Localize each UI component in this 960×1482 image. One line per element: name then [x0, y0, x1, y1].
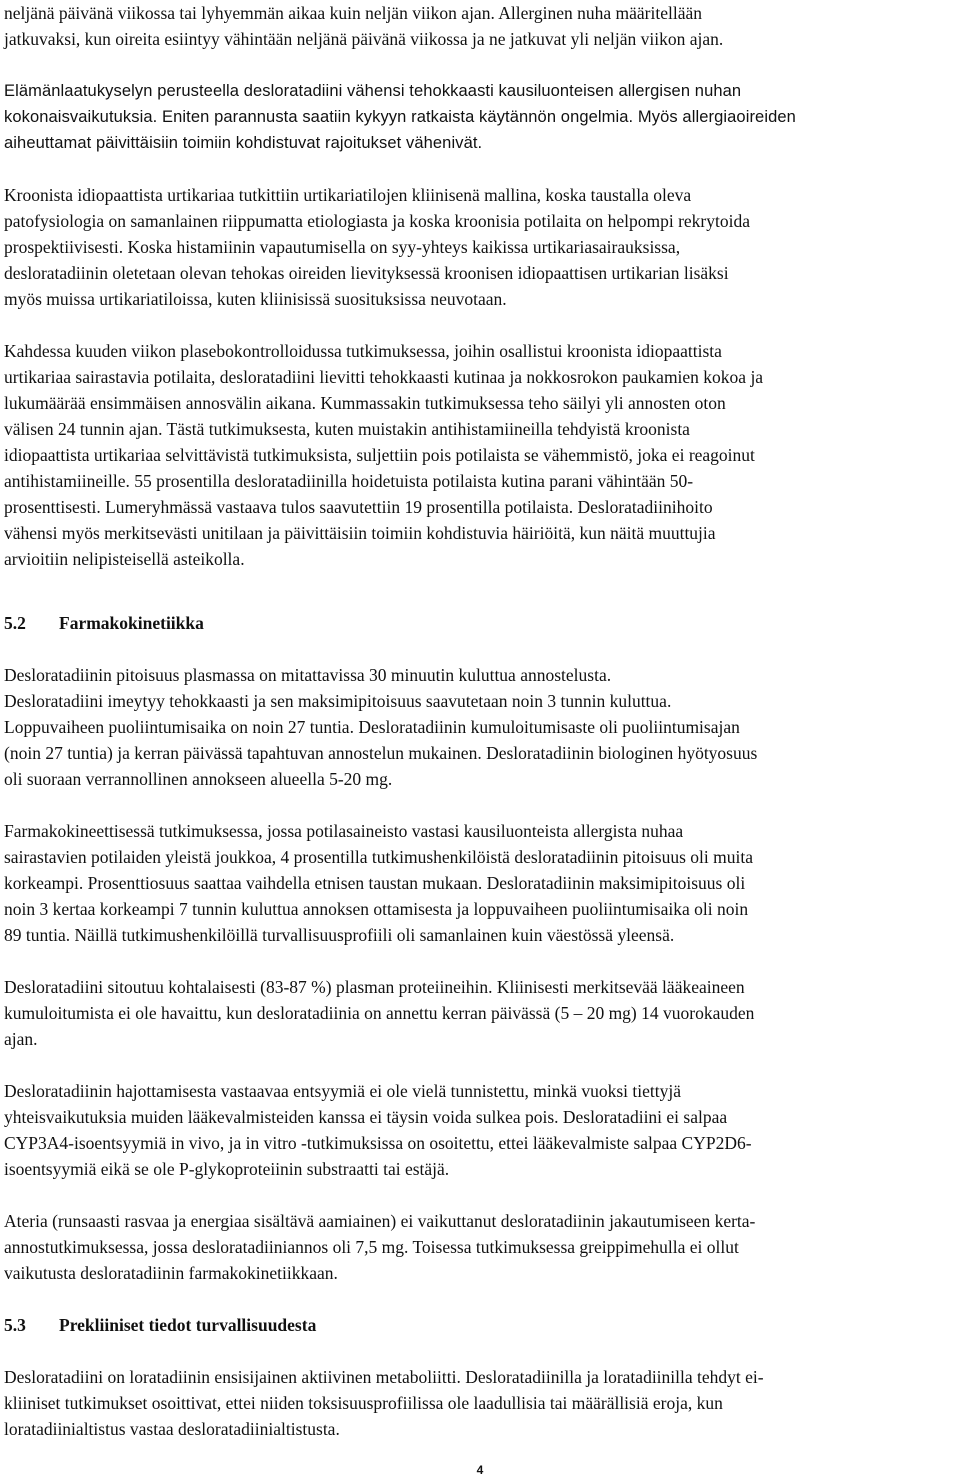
paragraph-plasma-concentration: Desloratadiinin pitoisuus plasmassa on mitattavissa 30 minuutin kuluttua annostelusta. Desloratadiini imeytyy tehokkaasti ja sen maksimipitoisuus saavutetaan noin 3 tunnin kuluttua. Loppuvaiheen puoliintumisaika on noin 27 tuntia. Desloratadiinin kumuloitumisaste oli puoliintumisajan (noin 27 tuntia) ja kerran päivässä tapahtuvan annostelun mukainen. Desloratadiinin biologinen hyötyosuus oli suoraan verrannollinen annokseen alueella 5-20 mg. — [4, 665, 758, 789]
section-title: Farmakokinetiikka — [59, 613, 204, 633]
section-title: Prekliiniset tiedot turvallisuudesta — [59, 1315, 317, 1335]
paragraph-preclinical-data: Desloratadiini on loratadiinin ensisijainen aktiivinen metaboliitti. Desloratadiinilla ja loratadiinilla tehdyt ei- kliiniset tutkimukset osoittivat, ettei niiden toksisuusprofiilissa ole laadullisia tai määrällisiä eroja, kun loratadiinialtistus vastaa desloratadiinialtistusta. — [4, 1367, 764, 1439]
document-page — [4, 0, 954, 1442]
paragraph-urticaria-model: Kroonista idiopaattista urtikariaa tutkittiin urtikariatilojen kliinisenä mallina, koska taustalla oleva patofysiologia on samanlainen riippumatta etiologiasta ja koska kroonisia potilaita on helpompi rekrytoida prospektiivisesti. Koska histamiinin vapautumisella on syy-yhteys kaikissa urtikariasairauksissa, desloratadiinin oletetaan olevan tehokas oireiden lievityksessä kroonisen idiopaattisen urtikarian lisäksi myös muissa urtikariatiloissa, kuten kliinisissä suosituksissa neuvotaan. — [4, 185, 751, 309]
paragraph-protein-binding: Desloratadiini sitoutuu kohtalaisesti (83-87 %) plasman proteiineihin. Kliinisesti merkitsevää lääkeaineen kumuloitumista ei ole havaittu, kun desloratadiinia on annettu kerran päivässä (5 – 20 mg) 14 vuorokauden ajan. — [4, 977, 755, 1049]
paragraph-allergic-rhinitis-definition: neljänä päivänä viikossa tai lyhyemmän aikaa kuin neljän viikon ajan. Allerginen nuha määritellään jatkuvaksi, kun oireita esiintyy vähintään neljänä päivänä viikossa ja ne jatkuvat yli neljän viikon ajan. — [4, 3, 724, 49]
section-heading-pharmacokinetics — [4, 610, 954, 636]
section-heading-preclinical-safety — [4, 1312, 954, 1338]
paragraph-quality-of-life: Elämänlaatukyselyn perusteella desloratadiini vähensi tehokkaasti kausiluonteisen allergisen nuhan kokonaisvaikutuksia. Eniten parannusta saatiin kykyyn ratkaista käytännön ongelmia. Myös allergiaoireiden aiheuttamat päivittäisiin toimiin kohdistuvat rajoitukset vähenivät. — [4, 82, 796, 152]
section-number: 5.3 — [4, 1315, 26, 1335]
paragraph-metabolism: Desloratadiinin hajottamisesta vastaavaa entsyymiä ei ole vielä tunnistettu, minkä vuoksi tiettyjä yhteisvaikutuksia muiden lääkevalmisteiden kanssa ei täysin voida sulkea pois. Desloratadiini ei salpaa CYP3A4-isoentsyymiä in vivo, ja in vitro -tutkimuksissa on osoitettu, ettei lääkevalmiste salpaa CYP2D6- isoentsyymiä eikä se ole P-glykoproteiinin substraatti tai estäjä. — [4, 1081, 752, 1179]
paragraph-pharmacokinetic-study: Farmakokineettisessä tutkimuksessa, jossa potilasaineisto vastasi kausiluonteista allergista nuhaa sairastavien potilaiden yleistä joukkoa, 4 prosentilla tutkimushenkilöistä desloratadiinin pitoisuus oli muita korkeampi. Prosenttiosuus saattaa vaihdella etnisen taustan mukaan. Desloratadiinin maksimipitoisuus oli noin 3 kertaa korkeampi 7 tunnin kuluttua annoksen ottamisesta ja loppuvaiheen puoliintumisaika oli noin 89 tuntia. Näillä tutkimushenkilöillä turvallisuusprofiili oli samanlainen kuin väestössä yleensä. — [4, 821, 753, 945]
paragraph-food-effect: Ateria (runsaasti rasvaa ja energiaa sisältävä aamiainen) ei vaikuttanut desloratadiinin jakautumiseen kerta- annostutkimuksessa, jossa desloratadiiniannos oli 7,5 mg. Toisessa tutkimuksessa greippimehulla ei ollut vaikutusta desloratadiinin farmakokinetiikkaan. — [4, 1211, 756, 1283]
page-number: 4 — [476, 1463, 484, 1477]
paragraph-urticaria-studies: Kahdessa kuuden viikon plasebokontrolloidussa tutkimuksessa, joihin osallistui kroonista idiopaattista urtikariaa sairastavia potilaita, desloratadiini lievitti tehokkaasti kutinaa ja nokkosrokon paukamien kokoa ja lukumäärää ensimmäisen annosvälin aikana. Kummassakin tutkimuksessa teho säilyi yli annosten oton välisen 24 tunnin ajan. Tästä tutkimuksesta, kuten muistakin antihistamiineilla tehdyistä kroonista idiopaattista urtikariaa selvittävistä tutkimuksista, suljettiin pois potilaista se vähemmistö, joka ei reagoinut antihistamiineille. 55 prosentilla desloratadiinilla hoidetuista potilaista kutina parani vähintään 50- prosenttisesti. Lumeryhmässä vastaava tulos saavutettiin 19 prosentilla potilaista. Desloratadiinihoito vähensi myös merkitsevästi unitilaan ja päivittäisiin toimiin kohdistuvia häiriöitä, kun näitä muuttujia arvioitiin nelipisteisellä asteikolla. — [4, 341, 764, 569]
section-number: 5.2 — [4, 613, 26, 633]
